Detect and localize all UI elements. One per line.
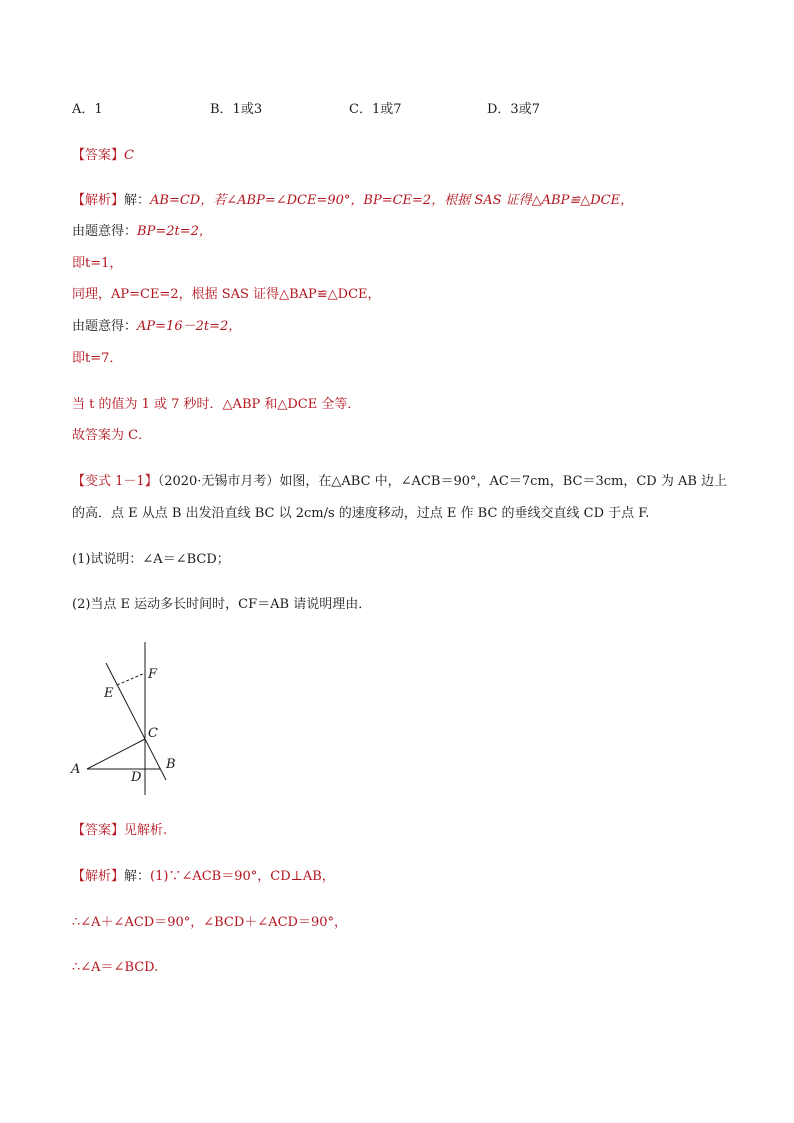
variant-line-2: 的高．点 E 从点 B 出发沿直线 BC 以 2cm/s 的速度移动，过点 E 作 BC 的垂线交直线 CD 于点 F. xyxy=(72,506,650,521)
question-1: (1)试说明：∠A＝∠BCD； xyxy=(72,552,230,567)
analysis-line-7: 当 t 的值为 1 或 7 秒时．△ABP 和△DCE 全等． xyxy=(72,397,361,412)
answer-line-2 xyxy=(72,822,167,840)
answer-value: 见解析. xyxy=(124,823,168,838)
option-a: A．1 xyxy=(72,102,103,117)
question-2: (2)当点 E 运动多长时间时，CF＝AB 请说明理由． xyxy=(72,597,372,612)
analysis-line-5 xyxy=(72,318,241,336)
label-a: A xyxy=(71,762,81,777)
answer-tag: 【答案】 xyxy=(72,823,125,838)
label-b: B xyxy=(166,757,176,772)
analysis-line-8: 故答案为 C． xyxy=(72,428,152,443)
analysis-line-6: 即t=7． xyxy=(72,351,123,366)
analysis-text: BP=2t=2， xyxy=(137,224,212,239)
analysis-tag: 【解析】 xyxy=(72,193,125,208)
option-b: B．1或3 xyxy=(210,102,263,117)
analysis-text: AP=16－2t=2， xyxy=(137,319,242,334)
label-e: E xyxy=(104,686,114,701)
analysis-line-4: 同理，AP=CE=2，根据 SAS 证得△BAP≌△DCE， xyxy=(72,287,381,302)
variant-line-1 xyxy=(72,473,727,491)
variant-text: （2020·无锡市月考）如图，在△ABC 中，∠ACB＝90°，AC＝7cm，BC＝3cm，CD 为 AB 边上 xyxy=(157,474,728,489)
analysis-text: (1)∵∠ACB＝90°，CD⊥AB， xyxy=(150,869,335,884)
geometry-figure xyxy=(60,630,190,800)
analysis-line-2 xyxy=(72,223,212,241)
answer-tag: 【答案】 xyxy=(72,148,125,163)
variant-tag: 【变式 1－1】 xyxy=(72,474,158,489)
analysis-tag: 【解析】 xyxy=(72,869,125,884)
analysis2-line-2: ∴∠A＋∠ACD＝90°，∠BCD＋∠ACD＝90°， xyxy=(72,915,347,930)
segment-ef-dashed xyxy=(117,673,145,685)
analysis2-line-1 xyxy=(72,868,335,886)
option-d: D．3或7 xyxy=(487,102,540,117)
label-d: D xyxy=(131,770,142,785)
analysis-line-3: 即t=1， xyxy=(72,256,123,271)
option-c: C．1或7 xyxy=(349,102,402,117)
analysis-line-1 xyxy=(72,192,633,210)
label-f: F xyxy=(148,667,158,682)
analysis-prefix: 解： xyxy=(124,869,151,884)
analysis-text: AB=CD，若∠ABP=∠DCE=90°，BP=CE=2，根据 SAS 证得△ABP≌△DCE， xyxy=(150,193,634,208)
analysis2-line-3: ∴∠A＝∠BCD. xyxy=(72,960,159,975)
analysis-prefix: 由题意得： xyxy=(72,224,138,239)
answer-line-1 xyxy=(72,147,134,165)
analysis-prefix: 由题意得： xyxy=(72,319,138,334)
answer-value: C xyxy=(124,148,134,163)
analysis-prefix: 解： xyxy=(124,193,151,208)
label-c: C xyxy=(148,726,158,741)
segment-ac xyxy=(87,739,145,769)
